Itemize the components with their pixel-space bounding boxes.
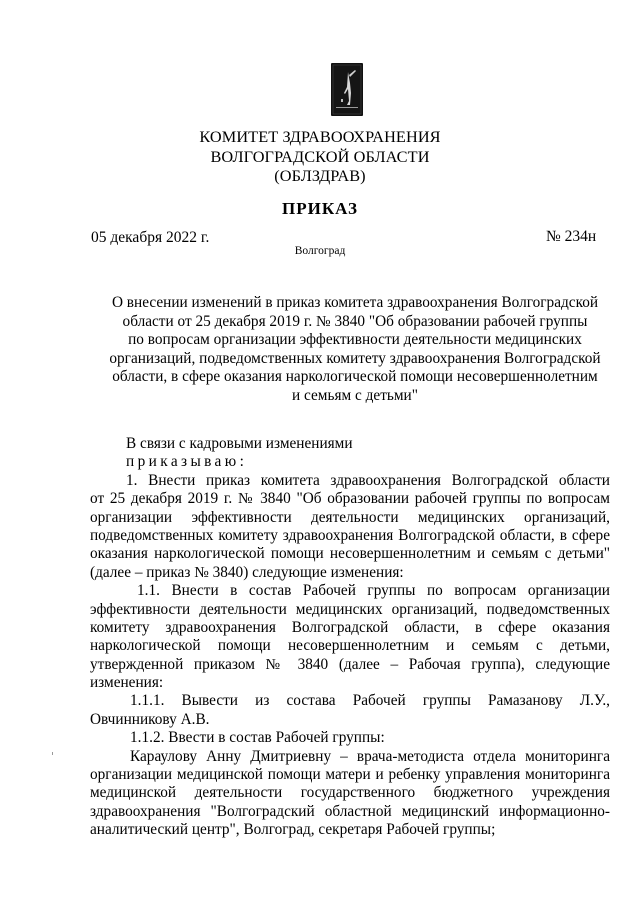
- subject-line: и семьям с детьми": [292, 386, 418, 404]
- subject-line: области от 25 декабря 2019 г. № 3840 "Об образовании рабочей группы: [122, 312, 588, 330]
- volgograd-coat-of-arms-icon: [331, 63, 363, 116]
- document-number: № 234н: [546, 228, 597, 245]
- body-line: утвержденной приказом № 3840 (далее – Рабочая группа), следующие: [90, 655, 610, 673]
- body-line: (далее – приказ № 3840) следующие изменения:: [90, 563, 404, 581]
- body-line: наркологической помощи несовершеннолетним и семьям с детьми,: [90, 637, 610, 655]
- subject-line: области, в сфере оказания наркологической помощи несовершеннолетним: [112, 368, 598, 386]
- body-line: 1.1.1. Вывести из состава Рабочей группы Рамазанову Л.У.,: [130, 692, 610, 710]
- body-line: медицинской деятельности государственного бюджетного учреждения: [90, 784, 610, 802]
- margin-mark: [52, 752, 53, 755]
- document-date: 05 декабря 2022 г.: [91, 229, 210, 246]
- coat-of-arms-graphic: [331, 63, 363, 116]
- body-line: от 25 декабря 2019 г. № 3840 "Об образовании рабочей группы по вопросам: [90, 490, 610, 508]
- body-line: 1.1. Внести в состав Рабочей группы по вопросам организации: [137, 582, 610, 600]
- document-city: Волгоград: [294, 245, 346, 257]
- document-subject: [90, 294, 620, 406]
- body-line: аналитический центр", Волгоград, секретаря Рабочей группы;: [90, 821, 496, 839]
- subject-line: по вопросам организации эффективности деятельности медицинских: [128, 331, 582, 349]
- org-name-line-2: ВОЛГОГРАДСКОЙ ОБЛАСТИ: [210, 147, 430, 166]
- body-line-preamble: В связи с кадровыми изменениями: [126, 435, 353, 452]
- body-line: организации эффективности деятельности медицинских организаций,: [90, 508, 610, 526]
- body-line: Овчинникову А.В.: [90, 710, 210, 728]
- body-line: комитету здравоохранения Волгоградской области, в сфере оказания: [90, 618, 610, 636]
- body-line: здравоохранения "Волгоградский областной медицинский информационно-: [90, 802, 610, 820]
- body-line: организации медицинской помощи матери и ребенку управления мониторинга: [90, 766, 610, 784]
- org-abbreviation: (ОБЛЗДРАВ): [274, 166, 366, 185]
- body-line: 1.1.2. Ввести в состав Рабочей группы:: [130, 729, 385, 747]
- org-name-line-1: КОМИТЕТ ЗДРАВООХРАНЕНИЯ: [199, 127, 441, 146]
- subject-line: О внесении изменений в приказ комитета здравоохранения Волгоградской: [111, 294, 599, 311]
- body-line: 1. Внести приказ комитета здравоохранения Волгоградской области: [126, 471, 610, 489]
- body-line: Караулову Анну Дмитриевну – врача-методиста отдела мониторинга: [130, 747, 610, 765]
- body-line-order: приказываю:: [126, 453, 248, 471]
- subject-line: организаций, подведомственных комитету здравоохранения Волгоградской: [109, 349, 601, 367]
- body-line: подведомственных комитету здравоохранения Волгоградской области, в сфере: [90, 526, 610, 544]
- body-line: оказания наркологической помощи несовершеннолетним и семьям с детьми": [90, 545, 610, 563]
- body-line: изменения:: [90, 674, 164, 692]
- document-type-title: ПРИКАЗ: [282, 199, 358, 218]
- body-line: эффективности деятельности медицинских организаций, подведомственных: [90, 600, 610, 618]
- document-body: [90, 435, 610, 840]
